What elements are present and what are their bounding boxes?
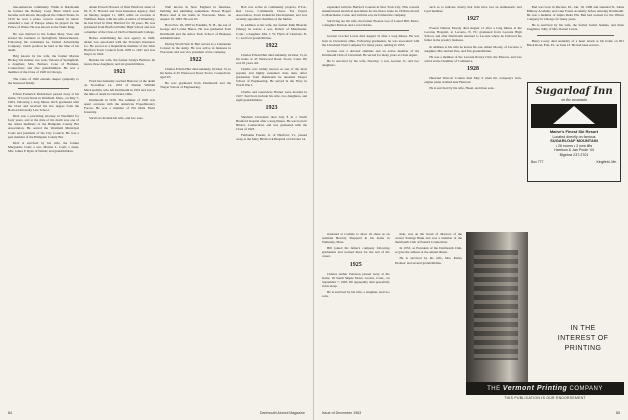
right-lower-columns — [322, 232, 462, 404]
obituary-paragraph: He is survived by his wife, a daughter, and two sons. — [322, 289, 390, 299]
obituary-paragraph: Alden Everett Howard of West Hartford, sister of Dr. E. E. Howard and Sons Insurance Agency, died on Sunday, August 11, 1963, while on vacation at Wellfleet, Mass. with his wife. A native of Waterbury, he had lived in West Hartford for 39 years. He was graduated from Hartford Public High School and was a member of the Class of 1920 at Dartmouth College. — [84, 5, 155, 34]
mountain-logo-icon — [531, 104, 617, 128]
obituary-paragraph: Well known in New England in furniture, building and plumbing equipment, Ernest Bogart Hance died at his home in Worcester, Mass. on August 19, 1963. He was 63. — [160, 5, 231, 22]
left-page-footer — [8, 411, 305, 416]
obituary-paragraph: In addition to his wife he leaves his son, Albert Moody, of Laconia, a daughter, Mrs. Robert Eno, and five grandchildren. — [424, 44, 522, 53]
obituary-paragraph: Word has belatedly reached Hanover of the death on November 14, 1953 of Dannie William MacLauchlin, who left Dartmouth in 1919 and was at the time of death in Cleveland, Ohio. — [84, 79, 155, 96]
obituary-paragraph: Fairbanks Frazier, Jr. of Hartford, Vt., passed away at the Mary Hitchcock Hospital on October 14. — [236, 133, 307, 142]
class-year-heading: 1928 — [466, 65, 479, 72]
ad-town: Kingfield, Me. — [596, 159, 617, 164]
ad-line: Maine's Finest Ski Resort — [549, 129, 599, 134]
right-lower-column-1 — [322, 232, 390, 404]
obituary-paragraph: Surviving are his wife, the former Eleanor Lee of Laurel Hill, Mass.; a daughter Marion; and a son Charles. — [322, 19, 420, 28]
ad-headline-line: INTEREST OF PRINTING — [557, 335, 609, 352]
vermont-printing-ad — [466, 232, 624, 404]
ad-banner — [466, 382, 624, 395]
right-page — [314, 0, 628, 420]
obituary-paragraph: stationed at Carlisle to show its share as an assistant Beverly Sheppard in his home in Wellesley, Mass. — [322, 232, 390, 245]
left-column-3 — [160, 5, 231, 404]
obituary-paragraph: He is survived by his wife, Dorothy; a son, Gordon Jr.; and two daughters. — [322, 58, 420, 68]
class-year-heading: 1925 — [349, 261, 362, 268]
ad-line: Bigelow 237-2701 — [559, 152, 589, 157]
printing-press-photo — [466, 232, 528, 382]
issue-label: Issue of December 1963 — [322, 411, 362, 415]
obituary-paragraph: Bill joined his father's company following graduation and worked there for the rest of his career. — [322, 246, 390, 259]
obituary-paragraph: Gordon was a devoted alumnus and an active member of the Dartmouth Club of Cleveland. He served for many years as Class Agent. — [322, 48, 420, 57]
divider — [537, 35, 614, 36]
page-number: 85 — [616, 411, 620, 415]
ad-brand-name: Sugarloaf Inn — [535, 86, 613, 97]
obituary-paragraph: He was a member of the Laconia Rotary Club, the Masons, and was active in the Chamber of Commerce. — [424, 54, 522, 63]
right-column-1 — [322, 5, 419, 231]
banner-name: Vermont Printing — [502, 385, 568, 392]
obituary-paragraph: Rich was a practicing attorney in Westfield for forty years, and at the time of his death was one of the oldest members of the Hampden County Bar Association. He served the Westfield Municipal Court and president of the City Council. He was a past member of the Hampden County Bar. — [8, 114, 79, 139]
ad-box: Box 777 — [531, 159, 544, 164]
obituary-paragraph: Charles Edwin Hart died suddenly, October 15, in his home at 45 Westwood Road, Storrs, Connecticut, aged 65. — [160, 67, 231, 80]
obituary-paragraph: Herschel Wescott Coburn died May 6 when his company's twin-engine plane crashed near Hanover. — [424, 75, 522, 85]
obituary-paragraph: Brig known by his wife, the former Marion Hickey; his mother, two sons, Vincent of Springfield, a daughter, Mrs. Barbara Cone of Hamden, Connecticut; and five grandchildren. He was a member of the Class of 1920 in Chicago. — [8, 54, 79, 75]
obituary-paragraph: He is survived by his wife, Mrs. Maizy Thomas; and several grandchildren. — [394, 256, 462, 265]
obituary-paragraph: Charlie and Genevieve Barnes were married in 1927. Survivors include his wife, two daughters, and eight grandchildren. — [236, 89, 307, 102]
obituary-paragraph: Before establishing his own agency in 1928, Alden was associated with the Travelers Insurance Co. He served as a Republican member of the West Hartford Town Council from 1939 to 1947 and was mayor in 1943. — [84, 35, 155, 57]
magazine-title: Dartmouth Alumni Magazine — [259, 411, 305, 415]
obituary-paragraph: Henry Lacey died suddenly of a heart attack at his home on 901 Black Road, Erie, Pa. on June 13. He had been served... — [526, 38, 624, 47]
ad-address-row — [531, 160, 617, 164]
obituary-paragraph: Gordon Crocker Lewis died August 31 after a long illness. He was born in Cleveland, Ohio. Following graduation, he was associated with the Cleveland Trust Company for many years, retiring in 1955. — [322, 34, 420, 47]
obituary-paragraph: Edwin Frederick Richardson passed away at his home, 79 Court Street in Westfield, Mass., on May 7, 1963, following a long illness. Rich graduated with the Class and received his law degree from the Boston University Law School. — [8, 91, 79, 113]
obituary-paragraph: He was married to the former Mary Vose and started his business at Springfield, Massachusetts. Following his retirement he formed Advertising Company, which position he held at the time of his death. — [8, 31, 79, 52]
left-column-1 — [8, 5, 79, 404]
ad-line: • 26 rooms • 2 new lifts — [555, 143, 593, 148]
class-year-heading: 1923 — [265, 104, 278, 111]
left-page-columns — [8, 5, 307, 404]
class-year-heading: 1922 — [189, 57, 202, 64]
right-column-2 — [424, 5, 521, 231]
obituary-paragraph: He is survived by his wife, the former Isabel Jenkins, and three daughters, Sally of Mrs. Robert Lewis. — [526, 23, 624, 32]
obituary-paragraph: Besides his wife, the former Gladys Barbour, he leaves three daughters; and six grandchildren. — [84, 58, 155, 67]
page-number: 84 — [8, 411, 12, 415]
class-year-heading: 1922 — [265, 42, 278, 49]
left-column-2 — [84, 5, 155, 404]
obituary-paragraph: He is survived by his wife, Hazel, and three sons. — [429, 86, 495, 91]
sugarloaf-inn-ad — [527, 82, 621, 182]
obituary-paragraph: He was graduated from Dartmouth and the Thayer School of Engineering. — [160, 81, 231, 90]
obituary-paragraph: such as to indicate clearly that both have lost an enthusiastic and loyal member. — [424, 5, 522, 14]
divider — [18, 88, 69, 89]
ad-line: Located directly on famous — [552, 134, 596, 139]
obituary-paragraph: The Class of 1920 extends deeper sympathy to the bereaved family. — [8, 76, 79, 85]
ad-line: SUGARLOAF MOUNTAIN — [550, 138, 598, 144]
obituary-paragraph: Charlie was widely known as one of the most popular and highly esteemed class men. After graduation from Dartmouth he attended Thayer School of Engineering. He served in the Navy in World War I. — [236, 67, 307, 88]
ad-headline — [544, 324, 622, 354]
obituary-paragraph: Everett Dunton Moody died August 12 after a long illness at the Laconia Hospital, at Laconia, N. H.; graduated from Laconia High School, and after Dartmouth returned to Laconia where he followed his father in the jewelry business. — [424, 26, 522, 43]
right-page-footer — [322, 411, 620, 416]
ad-headline-line: IN THE — [570, 325, 596, 332]
obituary-paragraph: Dartmouth in 1918. The summer of 1920 was spent overseas with the American Expeditionary Forces. He was a member of Phi Delta Theta fraternity. — [84, 97, 155, 114]
class-year-heading: 1927 — [466, 16, 479, 23]
obituary-paragraph: expanded with the Hartford Courant in New York City. This concern manufactured electrical specialties for the motor trade. In 1936 he moved to Manchester, Conn. and with his son, he formed the company. — [322, 5, 420, 18]
banner-suffix: COMPANY — [569, 386, 603, 392]
obituary-paragraph: Survivors include his wife, and two sons. — [89, 116, 144, 121]
left-column-4 — [236, 5, 307, 404]
ad-tagline: on the mountain — [561, 97, 587, 102]
divider — [332, 30, 409, 31]
banner-prefix: THE — [487, 386, 501, 392]
obituary-paragraph: Sherman Cleveland died July 8 in a North Branford hospital after a long illness. He was born in Bristol, Connecticut, and was graduated with the Class of 1923. — [236, 114, 307, 132]
obituary-paragraph: Bud was born in Decatur, Ill., Jan. 18, 1906 and attended St. Johns Military Academy and Lake Forest Academy before entering Dartmouth. He was a member of Alpha Delta Phi. Bud had worked for the Wilson Company in Chicago for many years. — [526, 5, 624, 22]
right-lower-column-2 — [395, 232, 463, 404]
obituary-paragraph: In addition to his wife, the former Ruth Blanche (Sharp) he leaves a son, Robert of Manchester, Conn.; a daughter, Mrs. J. W. Flynn of Charlotte, N. C.; and four grandchildren. — [236, 23, 307, 40]
obituary-paragraph: Charles Edwin Hart died suddenly, October 15, in his home at 45 Westwood Road, Storrs, Conn. He was 65 years old. — [236, 52, 307, 65]
obituary-paragraph: man, was on the board of directors of the Groton Savings Bank and was a member of the Dartmouth Club of Eastern Connecticut. — [394, 232, 462, 245]
obituary-paragraph: In 1953, as President of the Dartmouth Club, he gave the address at the annual dinner. — [394, 246, 462, 255]
ad-line: Harrison & Jan Poole '44 — [554, 148, 594, 153]
class-year-heading: 1921 — [113, 69, 126, 76]
obituary-paragraph: Rich is survived by his wife, the former Marguerite Cash; a son, Marion L. Cash; a sister, Mrs. James F. Ryan of Natick; and grandchildren. — [8, 140, 79, 153]
obituary-paragraph: Charles Arthur Peterson passed away at his home, 18 South Maple Street, Groton, Conn., on September 7, 1963. He apparently died peacefully in his sleep. — [322, 271, 390, 288]
obituary-paragraph: Bob was active in community projects, P.T.A., Red Cross, Community Chest, Tax Payers Association, Town Industrial Development, and was recently appointed chairman of the Shrine. — [236, 5, 307, 22]
obituary-paragraph: During World War II, Bert served as a Lieutenant Colonel in the Army. He was active in business in Worcester and was vice president of the company. — [160, 41, 231, 54]
obituary-paragraph: lian-American community. While at Dartmouth he formed the Barbary Coast Band which soon became well known throughout the United States. In 1919 he won a piano concert contest in music extended a tour of Europe where he played for the Prince of Wales. He was known as the Waltz King. — [8, 5, 79, 30]
ad-subline: THIS PUBLICATION IS OUR ENDORSEMENT — [504, 396, 586, 400]
obituary-paragraph: Born Nov. 29, 1897 in Franklin, N. H., the son of George and Louise Hance. He was graduated from Dartmouth and the Amos Tuck School of Business Administration. — [160, 23, 231, 40]
